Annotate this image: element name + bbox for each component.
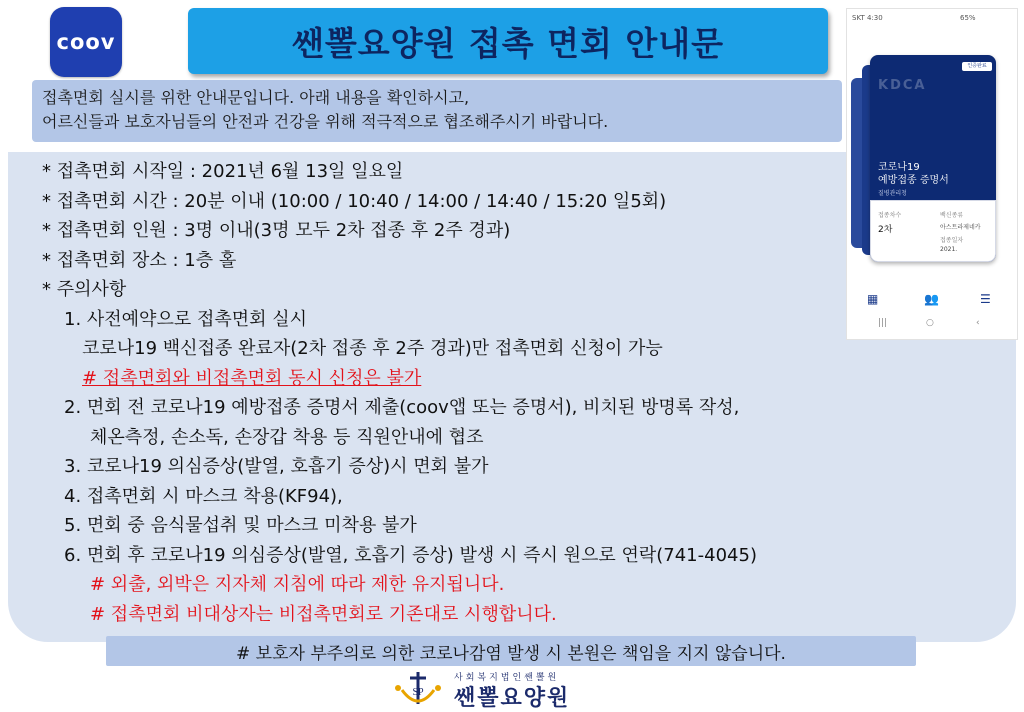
caution-item-1-note: # 접촉면회와 비접촉면회 동시 신청은 불가 bbox=[82, 367, 422, 389]
phone-status-carrier: SKT 4:30 bbox=[852, 14, 883, 22]
logo-subtitle: 사회복지법인쌘뽈원 bbox=[454, 673, 560, 683]
card-verified-badge: 인증완료 bbox=[962, 62, 992, 71]
start-date-line: * 접촉면회 시작일 : 2021년 6월 13일 일요일 bbox=[42, 161, 404, 182]
caution-item-2-cont: 체온측정, 손소독, 손장갑 착용 등 직원안내에 협조 bbox=[90, 426, 484, 448]
page-title: 쌘뽈요양원 접촉 면회 안내문 bbox=[291, 23, 724, 63]
card-date-value: 2021. bbox=[940, 246, 958, 253]
caution-item-4: 4. 접촉면회 시 마스크 착용(KF94), bbox=[64, 485, 343, 507]
intro-line-1: 접촉면회 실시를 위한 안내문입니다. 아래 내용을 확인하시고, bbox=[42, 88, 470, 107]
card-watermark: KDCA bbox=[878, 78, 927, 93]
card-dose-label: 접종차수 bbox=[878, 212, 902, 219]
caution-item-5: 5. 면회 중 음식물섭취 및 마스크 미착용 불가 bbox=[64, 515, 417, 536]
phone-status-battery: 65% bbox=[960, 14, 976, 22]
caution-item-3: 3. 코로나19 의심증상(발열, 호흡기 증상)시 면회 불가 bbox=[64, 456, 489, 477]
card-vaccine-value: 아스트라제네카 bbox=[940, 224, 981, 231]
caution-item-1-sub: 코로나19 백신접종 완료자(2차 접종 후 2주 경과)만 접촉면회 신청이 가능 bbox=[82, 338, 663, 359]
caution-item-2: 2. 면회 전 코로나19 예방접종 증명서 제출(coov앱 또는 증명서), 비치된 방명록 작성, bbox=[64, 397, 740, 418]
nav-home-icon[interactable]: ▦ bbox=[867, 292, 879, 306]
card-vaccine-label: 백신종류 bbox=[940, 212, 964, 219]
card-dose-value: 2차 bbox=[878, 225, 893, 235]
home-button-icon[interactable]: ○ bbox=[926, 318, 934, 328]
coov-app-icon bbox=[50, 7, 122, 77]
persons-line: * 접촉면회 인원 : 3명 이내(3명 모두 2차 접종 후 2주 경과) bbox=[42, 220, 511, 241]
place-line: * 접촉면회 장소 : 1층 홀 bbox=[42, 249, 237, 271]
card-title-1: 코로나19 bbox=[878, 162, 920, 173]
card-title-2: 예방접종 증명서 bbox=[878, 175, 949, 186]
recent-apps-icon[interactable]: ||| bbox=[878, 318, 888, 328]
outing-note: # 외출, 외박은 지자체 지침에 따라 제한 유지됩니다. bbox=[90, 574, 505, 595]
caution-item-6: 6. 면회 후 코로나19 의심증상(발열, 호흡기 증상) 발생 시 즉시 원으로 연락(741-4045) bbox=[64, 544, 757, 566]
non-target-note: # 접촉면회 비대상자는 비접촉면회로 기존대로 시행합니다. bbox=[90, 603, 557, 625]
card-org: 질병관리청 bbox=[878, 190, 907, 197]
nav-menu-icon[interactable]: ☰ bbox=[980, 292, 991, 306]
title-banner bbox=[188, 8, 828, 74]
institution-logo-icon bbox=[388, 668, 448, 708]
caution-item-1: 1. 사전예약으로 접촉면회 실시 bbox=[64, 308, 307, 330]
intro-line-2: 어르신들과 보호자님들의 안전과 건강을 위해 적극적으로 협조해주시기 바랍니다. bbox=[42, 112, 609, 131]
intro-box bbox=[32, 80, 842, 142]
notice-content bbox=[42, 157, 842, 629]
logo-name: 쌘뽈요양원 bbox=[454, 686, 571, 711]
card-date-label: 접종일자 bbox=[940, 237, 964, 244]
coov-logo-text: coov bbox=[56, 30, 116, 54]
logo-mark-text: SP bbox=[412, 687, 424, 698]
back-button-icon[interactable]: ‹ bbox=[976, 318, 980, 328]
liability-notice bbox=[106, 636, 916, 666]
duration-line: * 접촉면회 시간 : 20분 이내 (10:00 / 10:40 / 14:00 / 14:40 / 15:20 일5회) bbox=[42, 190, 667, 212]
cautions-heading: * 주의사항 bbox=[42, 279, 127, 300]
nav-people-icon[interactable]: 👥 bbox=[924, 292, 939, 306]
liability-notice-text: # 보호자 부주의로 의한 코로나감염 발생 시 본원은 책임을 지지 않습니다. bbox=[236, 643, 786, 664]
